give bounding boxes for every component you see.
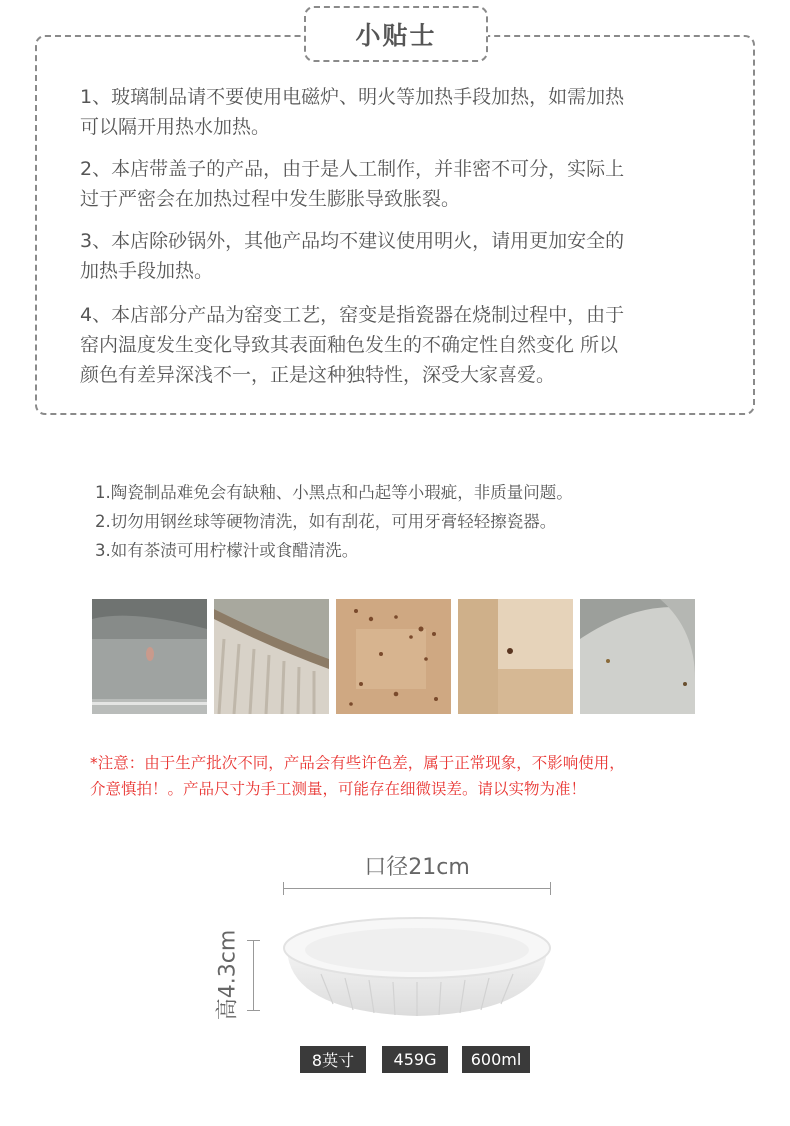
tip-item-2 (80, 154, 730, 214)
caution-line: 介意慎拍！。产品尺寸为手工测量，可能存在细微误差。请以实物为准！ (90, 780, 587, 798)
diameter-tick-right (550, 882, 551, 895)
tip-line: 过于严密会在加热过程中发生膨胀导致胀裂。 (80, 188, 461, 210)
diameter-line (283, 888, 551, 889)
diameter-label: 口径21cm (364, 855, 470, 880)
flaw-photo-2 (214, 599, 329, 714)
tip-item-1 (80, 82, 730, 142)
diameter-tick-left (283, 882, 284, 895)
height-tick-top (247, 940, 260, 941)
spec-weight-tag: 459G (382, 1046, 448, 1073)
tip-line: 颜色有差异深浅不一，正是这种独特性，深受大家喜爱。 (80, 364, 556, 386)
tip-line: 2、本店带盖子的产品，由于是人工制作，并非密不可分，实际上 (80, 158, 625, 180)
plate-image (281, 912, 553, 1018)
height-line (253, 940, 254, 1011)
tip-item-3 (80, 226, 730, 286)
flaw-photo-4 (458, 599, 573, 714)
spec-size-tag: 8英寸 (300, 1046, 366, 1073)
flaw-photo-1 (92, 599, 207, 714)
tips-title: 小贴士 (304, 6, 488, 62)
tip-line: 4、本店部分产品为窑变工艺，窑变是指瓷器在烧制过程中，由于 (80, 304, 625, 326)
tip-line: 加热手段加热。 (80, 260, 214, 282)
height-label: 高4.3cm (215, 929, 241, 1021)
flaw-photo-3 (336, 599, 451, 714)
tip-item-4 (80, 300, 730, 390)
tip-line: 窑内温度发生变化导致其表面釉色发生的不确定性自然变化 所以 (80, 334, 619, 356)
flaw-photo-5 (580, 599, 695, 714)
height-tick-bottom (247, 1010, 260, 1011)
care-note: 1.陶瓷制品难免会有缺釉、小黑点和凸起等小瑕疵，非质量问题。 (95, 483, 573, 502)
spec-capacity-tag: 600ml (462, 1046, 530, 1073)
caution-notice (90, 750, 740, 802)
tip-line: 可以隔开用热水加热。 (80, 116, 271, 138)
care-note: 3.如有茶渍可用柠檬汁或食醋清洗。 (95, 541, 359, 560)
caution-line: *注意：由于生产批次不同，产品会有些许色差，属于正常现象，不影响使用， (90, 754, 625, 772)
tip-line: 1、玻璃制品请不要使用电磁炉、明火等加热手段加热，如需加热 (80, 86, 625, 108)
tip-line: 3、本店除砂锅外，其他产品均不建议使用明火，请用更加安全的 (80, 230, 625, 252)
care-notes (95, 478, 735, 565)
care-note: 2.切勿用钢丝球等硬物清洗，如有刮花，可用牙膏轻轻擦瓷器。 (95, 512, 557, 531)
